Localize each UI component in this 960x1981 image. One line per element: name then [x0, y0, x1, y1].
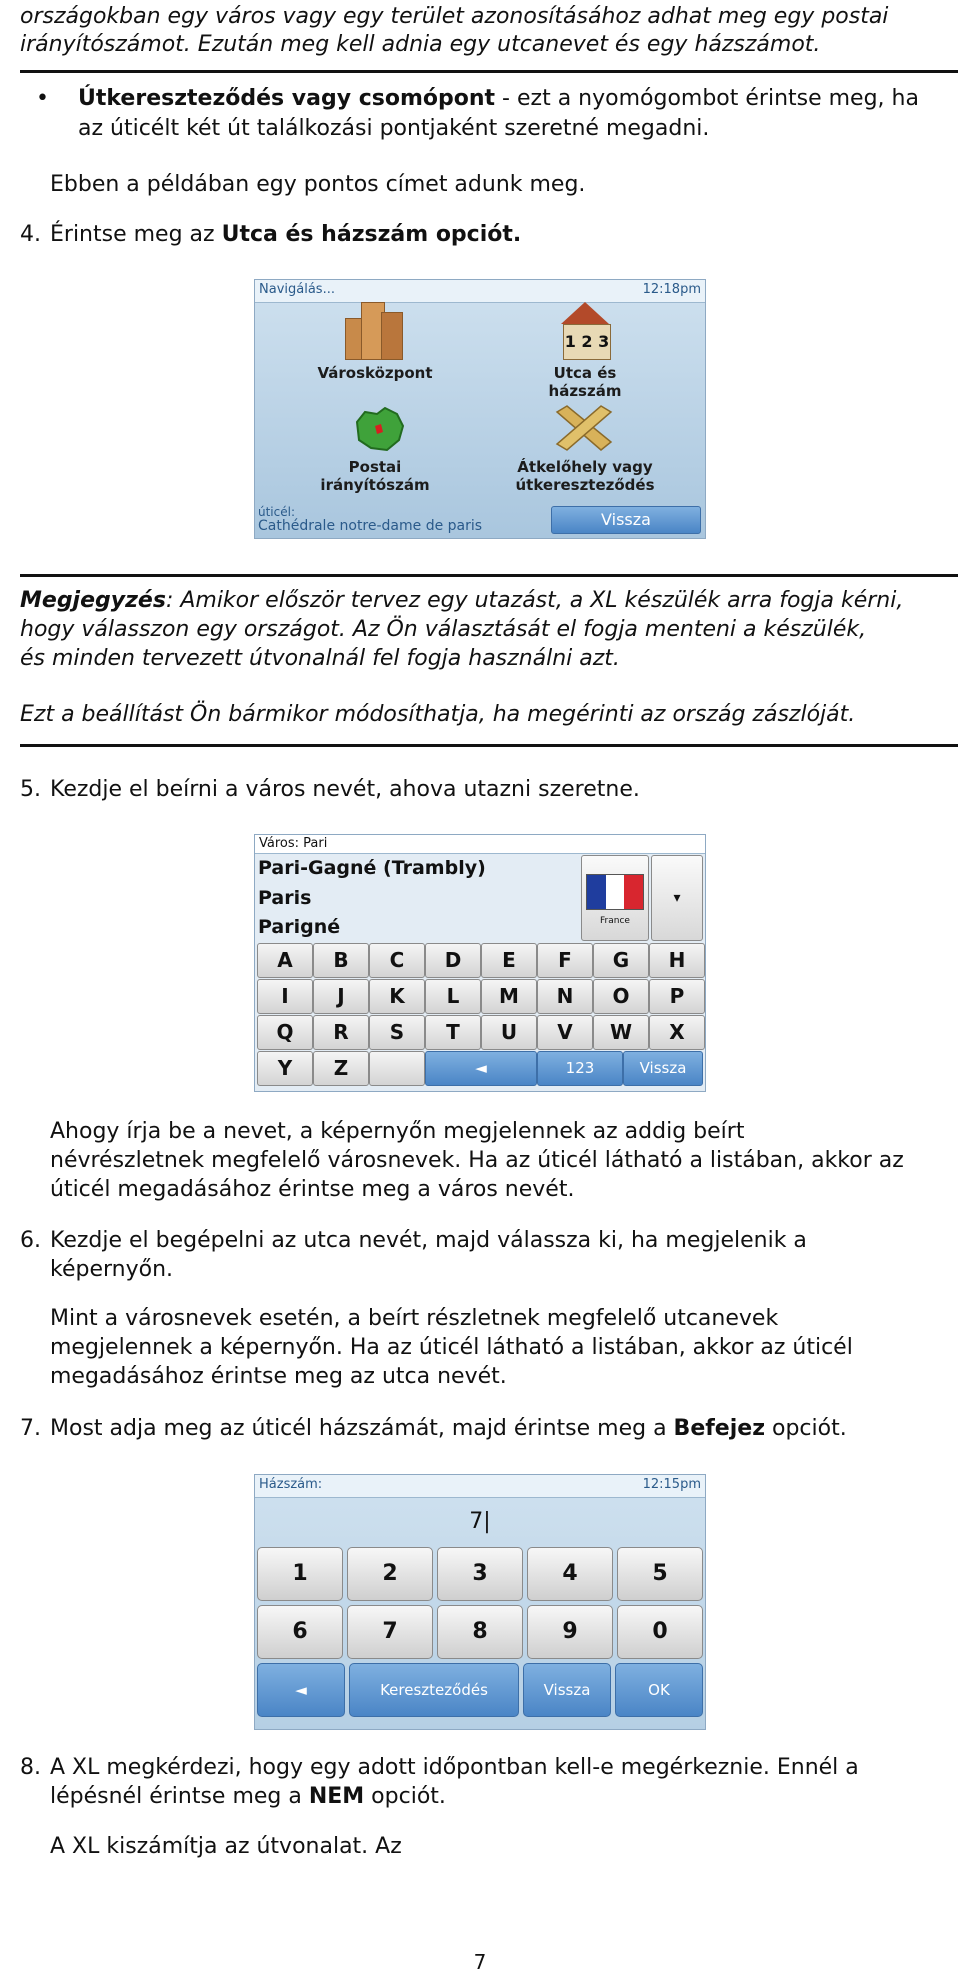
bullet-line-2: az úticélt két út találkozási pontjaként szeretné megadni.: [78, 116, 710, 141]
key-i[interactable]: I: [257, 979, 313, 1014]
para-6-line-1: Mint a városnevek esetén, a beírt részletnek megfelelő utcanevek: [50, 1306, 779, 1331]
step-7-pre: Most adja meg az úticél házszámát, majd érintse meg a: [50, 1416, 674, 1441]
para-6-line-3: megadásához érintse meg az utca nevét.: [50, 1364, 507, 1389]
key-q[interactable]: Q: [257, 1015, 313, 1050]
street-icon-numbers: 1 2 3: [563, 324, 611, 360]
para-5-line-2: névrészletnek megfelelő városnevek. Ha az úticél látható a listában, akkor az: [50, 1148, 904, 1173]
step-8-pre: lépésnél érintse meg a: [50, 1784, 309, 1809]
key-j[interactable]: J: [313, 979, 369, 1014]
backspace-button[interactable]: [425, 1051, 537, 1086]
flag-label: France: [600, 916, 630, 926]
nav-screen-time: 12:18pm: [642, 282, 701, 297]
step-8-number: 8.: [20, 1755, 41, 1780]
crossing-label-2: útkereszteződés: [515, 476, 655, 494]
intro-line-1: országokban egy város vagy egy terület azonosításához adhat meg egy postai: [20, 4, 889, 29]
key-r[interactable]: R: [313, 1015, 369, 1050]
key-w[interactable]: W: [593, 1015, 649, 1050]
crossing-button[interactable]: Kereszteződés: [349, 1663, 519, 1717]
postal-label[interactable]: [295, 458, 455, 494]
num-key-9[interactable]: 9: [527, 1605, 613, 1659]
city-center-icon[interactable]: [345, 300, 405, 358]
step-6-line-2: képernyőn.: [50, 1257, 174, 1282]
divider: [20, 70, 958, 73]
crossing-icon[interactable]: [551, 404, 617, 454]
key-f[interactable]: F: [537, 943, 593, 978]
scroll-down-button[interactable]: [651, 855, 703, 941]
step-5: Kezdje el beírni a város nevét, ahova utazni szeretne.: [50, 777, 640, 802]
num-key-7[interactable]: 7: [347, 1605, 433, 1659]
num-key-6[interactable]: 6: [257, 1605, 343, 1659]
key-o[interactable]: O: [593, 979, 649, 1014]
note-line-2: hogy válasszon egy országot. Az Ön választását el fogja menteni a készülék,: [20, 617, 867, 642]
city-center-label[interactable]: Városközpont: [317, 364, 433, 382]
backspace-button[interactable]: [257, 1663, 345, 1717]
street-label-2: házszám: [548, 382, 622, 400]
step-4-number: 4.: [20, 222, 41, 247]
num-key-3[interactable]: 3: [437, 1547, 523, 1601]
postal-label-1: Postai: [348, 458, 402, 476]
back-button[interactable]: Vissza: [623, 1051, 703, 1086]
bullet-rest: - ezt a nyomógombot érintse meg, ha: [495, 86, 919, 111]
num-key-8[interactable]: 8: [437, 1605, 523, 1659]
chevron-down-icon: ▾: [673, 890, 681, 906]
step-5-number: 5.: [20, 777, 41, 802]
city-result-2[interactable]: Paris: [258, 887, 312, 909]
ok-button[interactable]: OK: [615, 1663, 703, 1717]
step-6-line-1: Kezdje el begépelni az utca nevét, majd válassza ki, ha megjelenik a: [50, 1228, 807, 1253]
num-key-1[interactable]: 1: [257, 1547, 343, 1601]
step-4-pre: Érintse meg az: [50, 222, 222, 247]
note-line-4: Ezt a beállítást Ön bármikor módosíthatja, ha megérinti az ország zászlóját.: [20, 702, 856, 727]
destination-value: Cathédrale notre-dame de paris: [258, 518, 483, 534]
para-5-line-1: Ahogy írja be a nevet, a képernyőn megjelennek az addig beírt: [50, 1119, 745, 1144]
crossing-label-1: Átkelőhely vagy: [517, 458, 653, 476]
step-7-bold: Befejez: [673, 1416, 765, 1441]
para-5-line-3: úticél megadásához érintse meg a város nevét.: [50, 1177, 575, 1202]
page-number: 7: [473, 1950, 487, 1974]
note-bold: Megjegyzés: [20, 588, 166, 613]
final-text: A XL kiszámítja az útvonalat. Az: [50, 1834, 402, 1859]
city-result-3[interactable]: Parigné: [258, 916, 341, 938]
num-key-5[interactable]: 5: [617, 1547, 703, 1601]
key-z[interactable]: Z: [313, 1051, 369, 1086]
key-c[interactable]: C: [369, 943, 425, 978]
city-result-1[interactable]: Pari-Gagné (Trambly): [258, 857, 486, 879]
step-7: [50, 1414, 847, 1443]
key-k[interactable]: K: [369, 979, 425, 1014]
key-b[interactable]: B: [313, 943, 369, 978]
france-flag-icon: [586, 874, 644, 910]
note-line-1: [20, 586, 903, 615]
street-house-icon[interactable]: [555, 302, 615, 358]
note-line-3: és minden tervezett útvonalnál fel fogja használni azt.: [20, 646, 620, 671]
bullet-line-1: [78, 84, 919, 113]
nav-screen-title: Navigálás...: [259, 282, 335, 297]
bullet-bold: Útkereszteződés vagy csomópont: [78, 86, 496, 111]
house-number-screen: [254, 1474, 706, 1730]
key-s[interactable]: S: [369, 1015, 425, 1050]
key-g[interactable]: G: [593, 943, 649, 978]
arrow-left-icon: ◄: [295, 1681, 307, 1699]
divider: [20, 744, 958, 747]
num-key-4[interactable]: 4: [527, 1547, 613, 1601]
back-button[interactable]: Vissza: [523, 1663, 611, 1717]
street-label-1: Utca és: [553, 364, 617, 382]
city-input[interactable]: Város: Pari: [255, 835, 705, 854]
back-button[interactable]: Vissza: [551, 506, 701, 534]
nav-screen: [254, 279, 706, 539]
key-d[interactable]: D: [425, 943, 481, 978]
nav-screen-header: [255, 280, 705, 303]
country-flag-button[interactable]: [581, 855, 649, 941]
divider: [20, 574, 958, 577]
key-u[interactable]: U: [481, 1015, 537, 1050]
num-key-2[interactable]: 2: [347, 1547, 433, 1601]
key-m[interactable]: M: [481, 979, 537, 1014]
bullet-dot: •: [36, 86, 49, 111]
para-6-line-2: megjelennek a képernyőn. Ha az úticél látható a listában, akkor az úticél: [50, 1335, 853, 1360]
house-number-value: 7: [469, 1509, 484, 1534]
street-label[interactable]: [505, 364, 665, 400]
key-space[interactable]: [369, 1051, 425, 1086]
key-e[interactable]: E: [481, 943, 537, 978]
key-x[interactable]: X: [649, 1015, 705, 1050]
step-7-post: opciót.: [765, 1416, 847, 1441]
num-key-0[interactable]: 0: [617, 1605, 703, 1659]
key-v[interactable]: V: [537, 1015, 593, 1050]
key-n[interactable]: N: [537, 979, 593, 1014]
arrow-left-icon: ◄: [475, 1059, 487, 1077]
postal-map-icon[interactable]: [351, 404, 407, 454]
key-t[interactable]: T: [425, 1015, 481, 1050]
step-4: [50, 220, 521, 249]
key-h[interactable]: H: [649, 943, 705, 978]
crossing-label[interactable]: [495, 458, 675, 494]
key-l[interactable]: L: [425, 979, 481, 1014]
step-6-number: 6.: [20, 1228, 41, 1253]
city-screen: [254, 834, 706, 1092]
postal-label-2: irányítószám: [320, 476, 430, 494]
key-123-button[interactable]: 123: [537, 1051, 623, 1086]
key-a[interactable]: A: [257, 943, 313, 978]
step-7-number: 7.: [20, 1416, 41, 1441]
house-screen-title: Házszám:: [259, 1477, 323, 1492]
step-8-line-1: A XL megkérdezi, hogy egy adott időpontban kell-e megérkeznie. Ennél a: [50, 1755, 859, 1780]
house-screen-header: [255, 1475, 705, 1498]
step-8-bold: NEM: [308, 1784, 365, 1809]
step-8-line-2: [50, 1782, 446, 1811]
note-line-1-text: : Amikor először tervez egy utazást, a XL készülék arra fogja kérni,: [165, 588, 904, 613]
house-number-input[interactable]: 7|: [469, 1509, 491, 1534]
house-screen-time: 12:15pm: [642, 1477, 701, 1492]
destination-label: úticél:: [258, 505, 296, 519]
step-4-bold: Utca és házszám opciót.: [221, 222, 522, 247]
key-y[interactable]: Y: [257, 1051, 313, 1086]
step-8-post: opciót.: [364, 1784, 446, 1809]
key-p[interactable]: P: [649, 979, 705, 1014]
example-text: Ebben a példában egy pontos címet adunk meg.: [50, 172, 586, 197]
intro-line-2: irányítószámot. Ezután meg kell adnia egy utcanevet és egy házszámot.: [20, 32, 821, 57]
